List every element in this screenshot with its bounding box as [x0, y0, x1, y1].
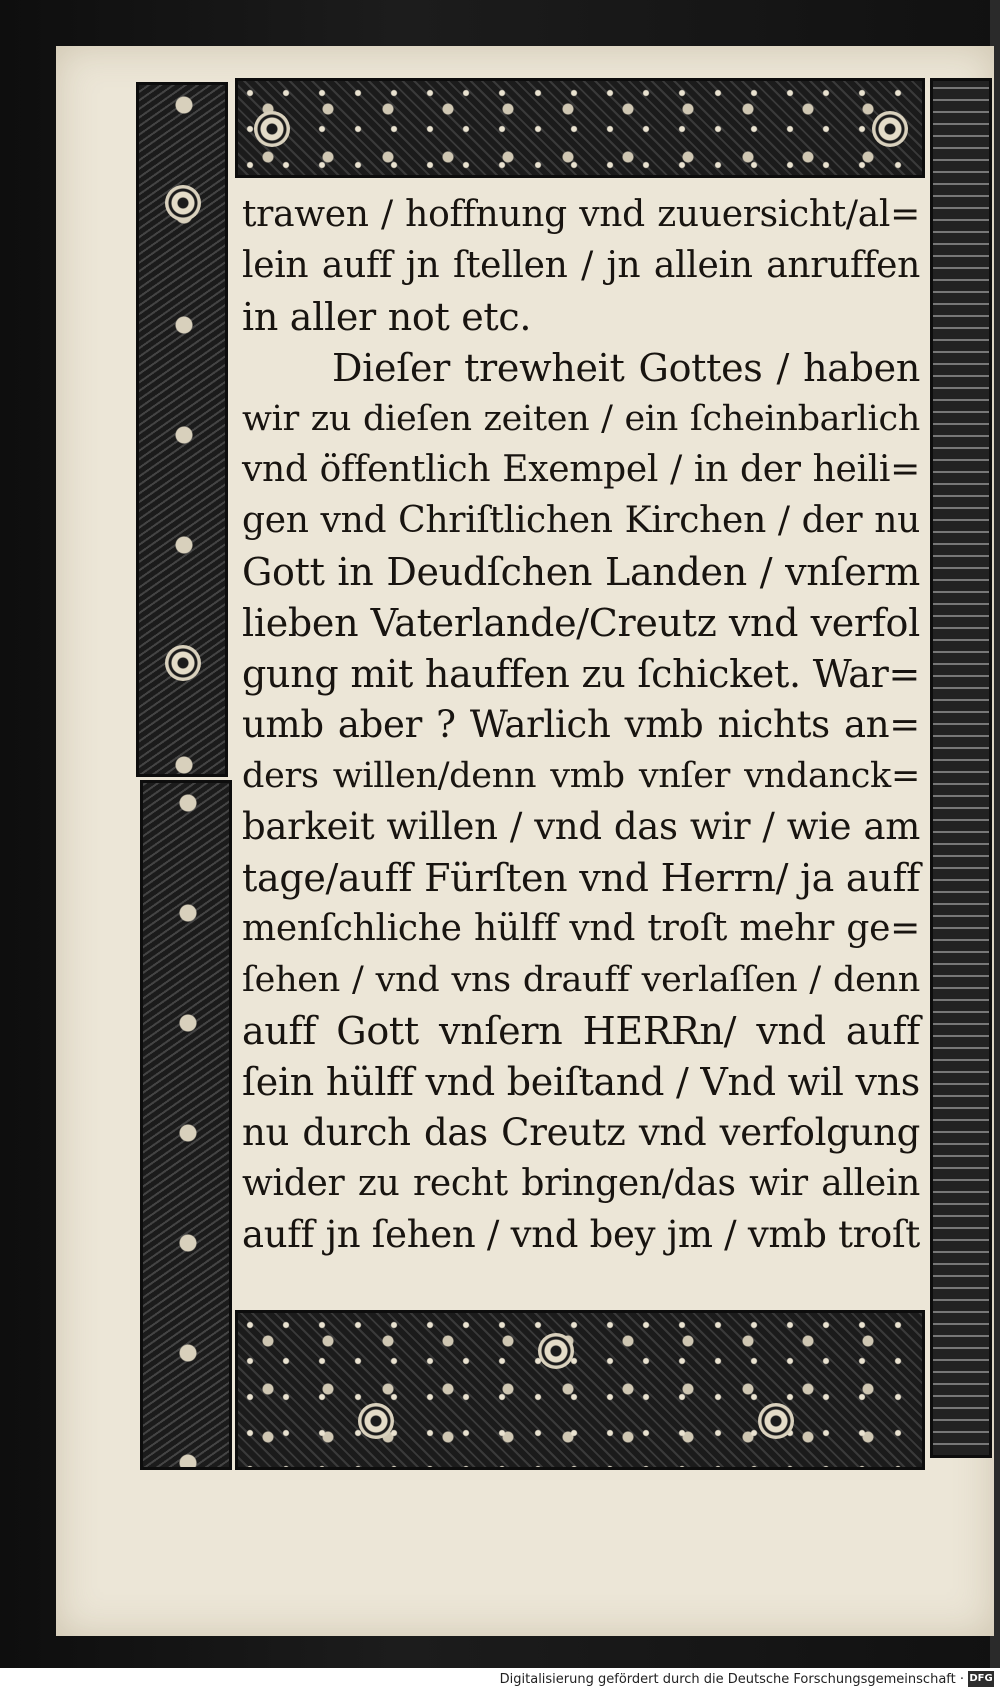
text-line: wider zu recht bringen/das wir allein — [242, 1163, 920, 1204]
text-line: barkeit willen / vnd das wir / wie am — [242, 805, 920, 848]
text-line: lein auff jn ſtellen / jn allein anruffen — [242, 245, 920, 286]
text-line: lieben Vaterlande/Creutz vnd verfol — [242, 601, 920, 645]
text-line: tage/auff Fürſten vnd Herrn/ ja auff — [242, 856, 920, 900]
flower-ornament-icon — [165, 645, 201, 681]
text-line: umb aber ? Warlich vmb nichts an= — [242, 703, 920, 746]
text-line: ſehen / vnd vns drauff verlaſſen / denn — [242, 960, 920, 1000]
text-line: gen vnd Chriſtlichen Kirchen / der nu — [242, 500, 920, 541]
text-line: gung mit hauffen zu ſchicket. War= — [242, 652, 920, 696]
text-line: vnd öffentlich Exempel / in der heili= — [242, 449, 920, 490]
text-line: wir zu dieſen zeiten / ein ſcheinbarlich — [242, 399, 920, 439]
text-line: trawen / hoffnung vnd zuuersicht/al= — [242, 194, 920, 235]
flower-ornament-icon — [254, 111, 290, 147]
ornament-left-lower-border — [140, 780, 232, 1470]
text-line: in aller not etc. — [242, 295, 532, 339]
text-line: ders willen/denn vmb vnſer vndanck= — [242, 756, 920, 796]
text-line: auff jn ſehen / vnd bey jm / vmb troſt — [242, 1213, 920, 1256]
flower-ornament-icon — [758, 1403, 794, 1439]
digitization-credit: Digitalisierung gefördert durch die Deutsche Forschungsgemeinschaft · — [499, 1672, 964, 1687]
flower-ornament-icon — [165, 185, 201, 221]
text-line: ſein hülff vnd beiſtand / Vnd wil vns — [242, 1060, 920, 1104]
flower-ornament-icon — [872, 111, 908, 147]
text-line: menſchliche hülff vnd troſt mehr ge= — [242, 908, 920, 949]
ornament-top-border — [235, 78, 925, 178]
text-line: nu durch das Creutz vnd verfolgung — [242, 1111, 920, 1154]
ornament-left-upper-border — [136, 82, 228, 777]
flower-ornament-icon — [538, 1333, 574, 1369]
ornament-bottom-border — [235, 1310, 925, 1470]
text-block — [242, 190, 920, 1270]
text-line: auff Gott vnſern HERRn/ vnd auff — [242, 1009, 920, 1053]
ornament-right-column-border — [930, 78, 992, 1458]
text-line: Dieſer trewheit Gottes / haben — [332, 346, 920, 390]
dfg-logo-icon: DFG — [968, 1671, 994, 1687]
flower-ornament-icon — [358, 1403, 394, 1439]
text-line: Gott in Deudſchen Landen / vnſerm — [242, 550, 920, 594]
